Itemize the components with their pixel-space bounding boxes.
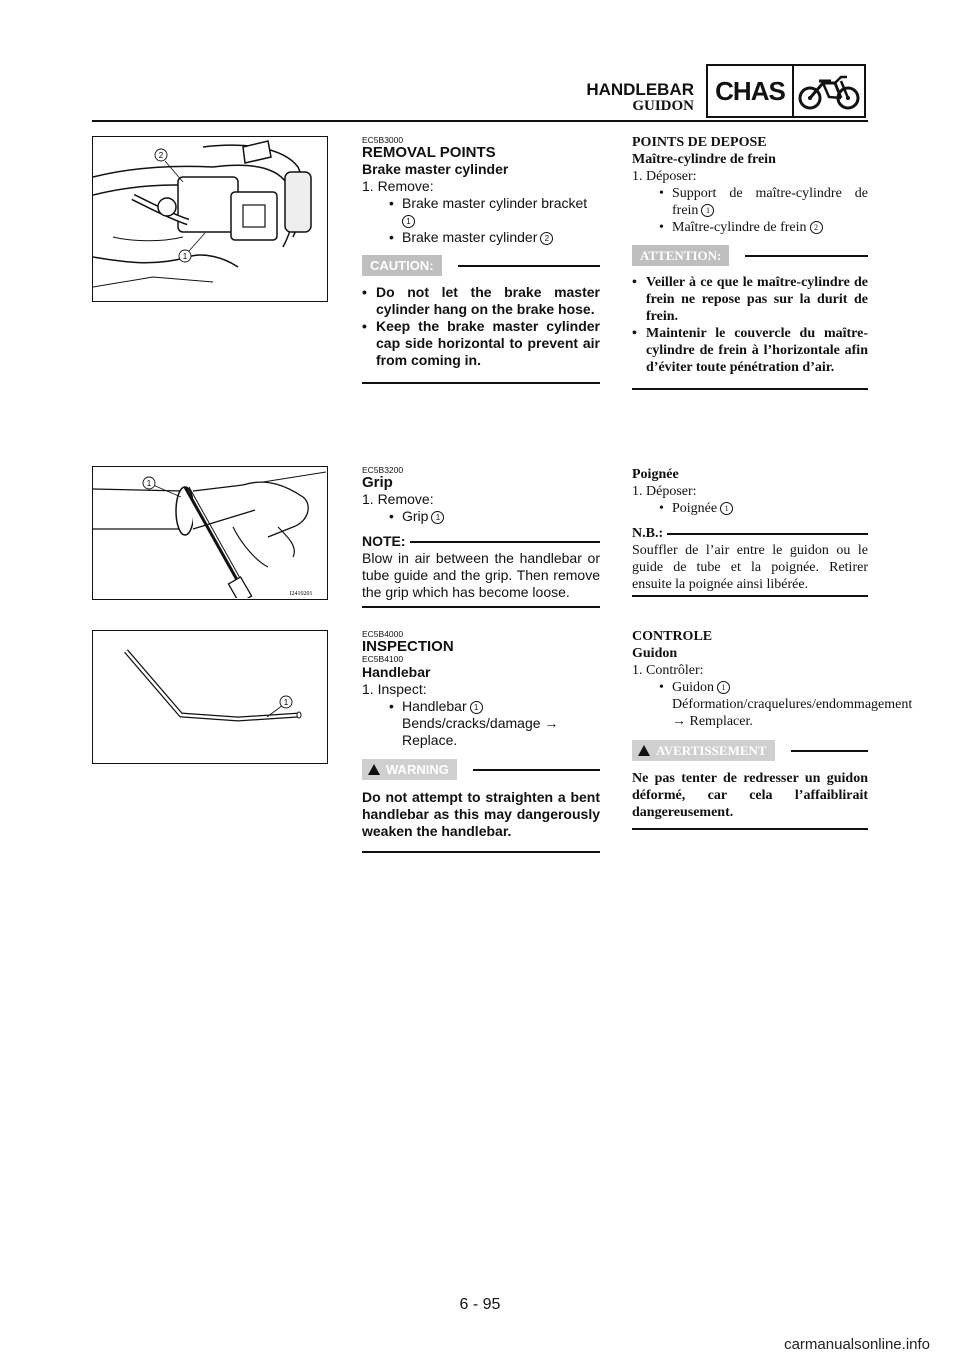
callout-ref: 1 <box>720 502 733 515</box>
warning-header <box>632 740 868 761</box>
caution-end-rule <box>362 382 600 384</box>
list-item: • Brake master cylinder bracket 1 <box>362 195 600 229</box>
section-code: CHAS <box>708 66 794 116</box>
caution-header <box>632 245 868 266</box>
section-code: EC5B3000 <box>362 135 404 145</box>
subsection-code: EC5B4100 <box>362 654 404 664</box>
section-subheading: Handlebar <box>362 664 431 680</box>
section-heading: INSPECTION <box>362 638 454 655</box>
section-subheading: Brake master cylinder <box>362 161 509 177</box>
figure-code: I2410201 <box>289 591 313 597</box>
step: 1. Remove: <box>362 178 434 194</box>
callout-ref: 2 <box>810 221 823 234</box>
section-code: EC5B4000 <box>362 629 404 639</box>
note-end-rule <box>632 595 868 597</box>
fr-poignee <box>632 466 868 593</box>
list-item-detail: Déformation/craquelures/endommagement → Remplacer. <box>672 697 913 729</box>
list-item: • Maître-cylindre de frein 2 <box>632 219 868 236</box>
list-item: • Poignée 1 <box>632 500 868 517</box>
warning-tag <box>632 740 775 761</box>
warning-end-rule <box>362 851 600 853</box>
list-item: • Support de maître-cylindre de frein 1 <box>632 185 868 219</box>
list-item: • Grip 1 <box>362 508 600 525</box>
caution-end-rule <box>632 388 868 390</box>
list-item: • Handlebar 1 <box>362 698 600 715</box>
step: 1. Inspect: <box>362 681 427 697</box>
list-item: • Maintenir le couvercle du maître-cylindre de frein à l’horizontale afin d’éviter toute pénétration d’air. <box>632 325 868 376</box>
callout-1: 1 <box>182 252 188 261</box>
section-heading: Grip <box>362 474 393 491</box>
list-item: • Guidon 1 <box>632 679 868 696</box>
header-subtitle: GUIDON <box>632 98 694 114</box>
callout-ref: 1 <box>470 701 483 714</box>
header-rule <box>92 120 868 122</box>
section-badge <box>706 64 866 118</box>
section-heading: CONTROLE <box>632 629 713 644</box>
callout-2: 2 <box>158 151 164 160</box>
warning-label: WARNING <box>386 762 449 777</box>
list-item: • Do not let the brake master cylinder hang on the brake hose. <box>362 284 600 318</box>
figure-grip <box>92 466 328 600</box>
header-title: HANDLEBAR <box>586 80 694 99</box>
callout-ref: 1 <box>402 215 415 228</box>
en-removal-points <box>362 136 600 369</box>
section-code: EC5B3200 <box>362 465 404 475</box>
caution-body <box>362 284 600 369</box>
note-end-rule <box>362 606 600 608</box>
warning-icon <box>638 745 650 756</box>
section-heading: REMOVAL POINTS <box>362 144 496 161</box>
step: 1. Déposer: <box>632 484 697 499</box>
callout-1: 1 <box>146 479 152 488</box>
section-heading: POINTS DE DEPOSE <box>632 135 767 150</box>
figure-handlebar <box>92 630 328 764</box>
motorcycle-icon <box>794 66 864 116</box>
warning-label: AVERTISSEMENT <box>656 743 767 758</box>
fr-points-de-depose <box>632 134 868 376</box>
warning-body: Do not attempt to straighten a bent handlebar as this may dangerously weaken the handlebar. <box>362 789 600 839</box>
en-grip <box>362 466 600 601</box>
section-heading: Poignée <box>632 467 679 482</box>
figure-brake-master-cylinder <box>92 136 328 302</box>
callout-1: 1 <box>283 698 289 707</box>
note-body: Souffler de l’air entre le guidon ou le guide de tube et la poignée. Retirer ensuite la poignée ainsi libérée. <box>632 543 868 592</box>
section-subheading: Maître-cylindre de frein <box>632 152 776 167</box>
callout-ref: 1 <box>717 681 730 694</box>
watermark: carmanualsonline.info <box>784 1336 930 1353</box>
list-item: • Veiller à ce que le maître-cylindre de frein ne repose pas sur la durit de frein. <box>632 274 868 325</box>
note-label: NOTE: <box>362 533 406 549</box>
caution-label: CAUTION: <box>362 255 442 276</box>
callout-ref: 1 <box>701 204 714 217</box>
warning-tag <box>362 759 457 780</box>
page-number: 6 - 95 <box>459 1296 501 1313</box>
callout-ref: 1 <box>431 511 444 524</box>
note-body: Blow in air between the handlebar or tube guide and the grip. Then remove the grip which has become loose. <box>362 550 600 600</box>
fr-controle <box>632 628 913 821</box>
warning-header <box>362 759 600 780</box>
warning-body: Ne pas tenter de redresser un guidon déformé, car cela l’affaiblirait dangereusement. <box>632 771 868 820</box>
caution-label: ATTENTION: <box>632 245 729 266</box>
note-header <box>362 533 600 550</box>
section-subheading: Guidon <box>632 646 678 661</box>
list-item: • Keep the brake master cylinder cap side horizontal to prevent air from coming in. <box>362 318 600 369</box>
list-item-detail: Bends/cracks/damage → <box>402 715 559 731</box>
step: 1. Déposer: <box>632 169 697 184</box>
step: 1. Remove: <box>362 491 434 507</box>
caution-header <box>362 255 600 276</box>
warning-icon <box>368 764 380 775</box>
caution-body <box>632 274 868 376</box>
warning-end-rule <box>632 828 868 830</box>
note-header <box>632 525 868 542</box>
callout-ref: 2 <box>540 232 553 245</box>
list-item-detail: Replace. <box>402 732 458 748</box>
en-inspection <box>362 630 600 840</box>
list-item: • Brake master cylinder 2 <box>362 229 600 246</box>
note-label: N.B.: <box>632 526 664 541</box>
step: 1. Contrôler: <box>632 663 704 678</box>
